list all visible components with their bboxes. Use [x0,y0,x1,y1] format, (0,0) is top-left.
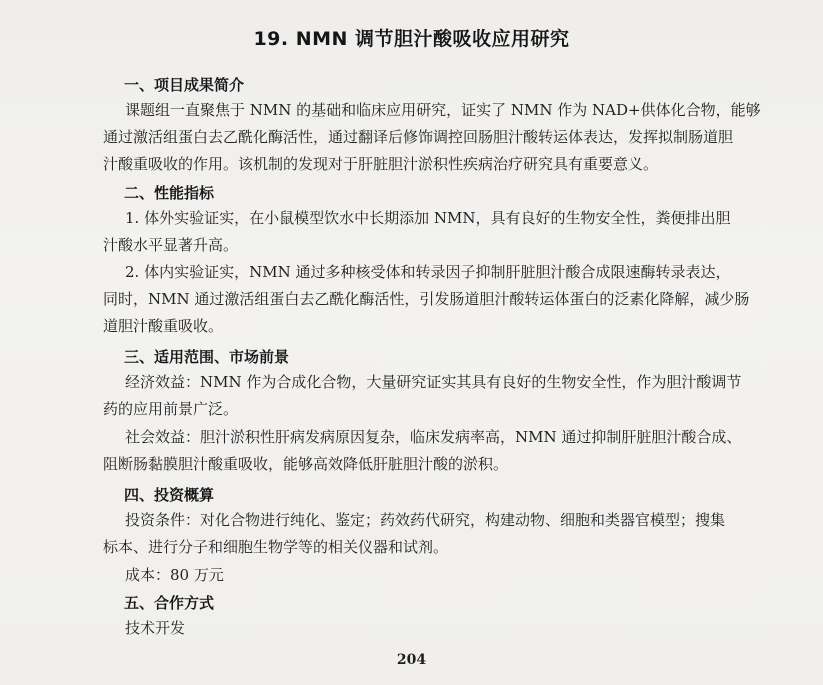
paragraph-line: 药的应用前景广泛。 [103,400,239,418]
paragraph-line: 社会效益：胆汁淤积性肝病发病原因复杂，临床发病率高，NMN 通过抑制肝脏胆汁酸合成、 [125,428,742,446]
section-heading-investment: 四、投资概算 [124,486,215,504]
paragraph-line: 汁酸重吸收的作用。该机制的发现对于肝脏胆汁淤积性疾病治疗研究具有重要意义。 [103,155,659,173]
section-heading-cooperation: 五、合作方式 [124,594,215,612]
section-heading-summary: 一、项目成果简介 [124,76,245,94]
page-number: 204 [396,652,427,668]
paragraph-line: 汁酸水平显著升高。 [103,236,239,254]
paragraph-line: 成本：80 万元 [125,566,224,584]
section-heading-performance: 二、性能指标 [124,184,215,202]
paragraph-line: 同时，NMN 通过激活组蛋白去乙酰化酶活性，引发肠道胆汁酸转运体蛋白的泛素化降解，减少肠 [103,290,750,308]
document-title: 19. NMN 调节胆汁酸吸收应用研究 [253,28,570,50]
paragraph-line: 技术开发 [125,619,186,637]
paragraph-line: 阻断肠黏膜胆汁酸重吸收，能够高效降低肝脏胆汁酸的淤积。 [103,455,509,473]
paragraph-line: 标本、进行分子和细胞生物学等的相关仪器和试剂。 [103,538,449,556]
paragraph-line: 课题组一直聚焦于 NMN 的基础和临床应用研究，证实了 NMN 作为 NAD+供体化合物，能够 [125,101,761,119]
paragraph-line: 道胆汁酸重吸收。 [103,317,224,335]
paragraph-line: 经济效益：NMN 作为合成化合物，大量研究证实其具有良好的生物安全性，作为胆汁酸调节 [125,373,742,391]
paragraph-line: 通过激活组蛋白去乙酰化酶活性，通过翻译后修饰调控回肠胆汁酸转运体表达，发挥拟制肠道胆 [103,128,734,146]
paragraph-line: 投资条件：对化合物进行纯化、鉴定；药效药代研究，构建动物、细胞和类器官模型；搜集 [125,511,726,529]
paragraph-line: 2. 体内实验证实，NMN 通过多种核受体和转录因子抑制肝脏胆汁酸合成限速酶转录表达， [125,263,731,281]
section-heading-scope: 三、适用范围、市场前景 [124,348,290,366]
paragraph-line: 1. 体外实验证实，在小鼠模型饮水中长期添加 NMN，具有良好的生物安全性，粪便排出胆 [125,209,731,227]
